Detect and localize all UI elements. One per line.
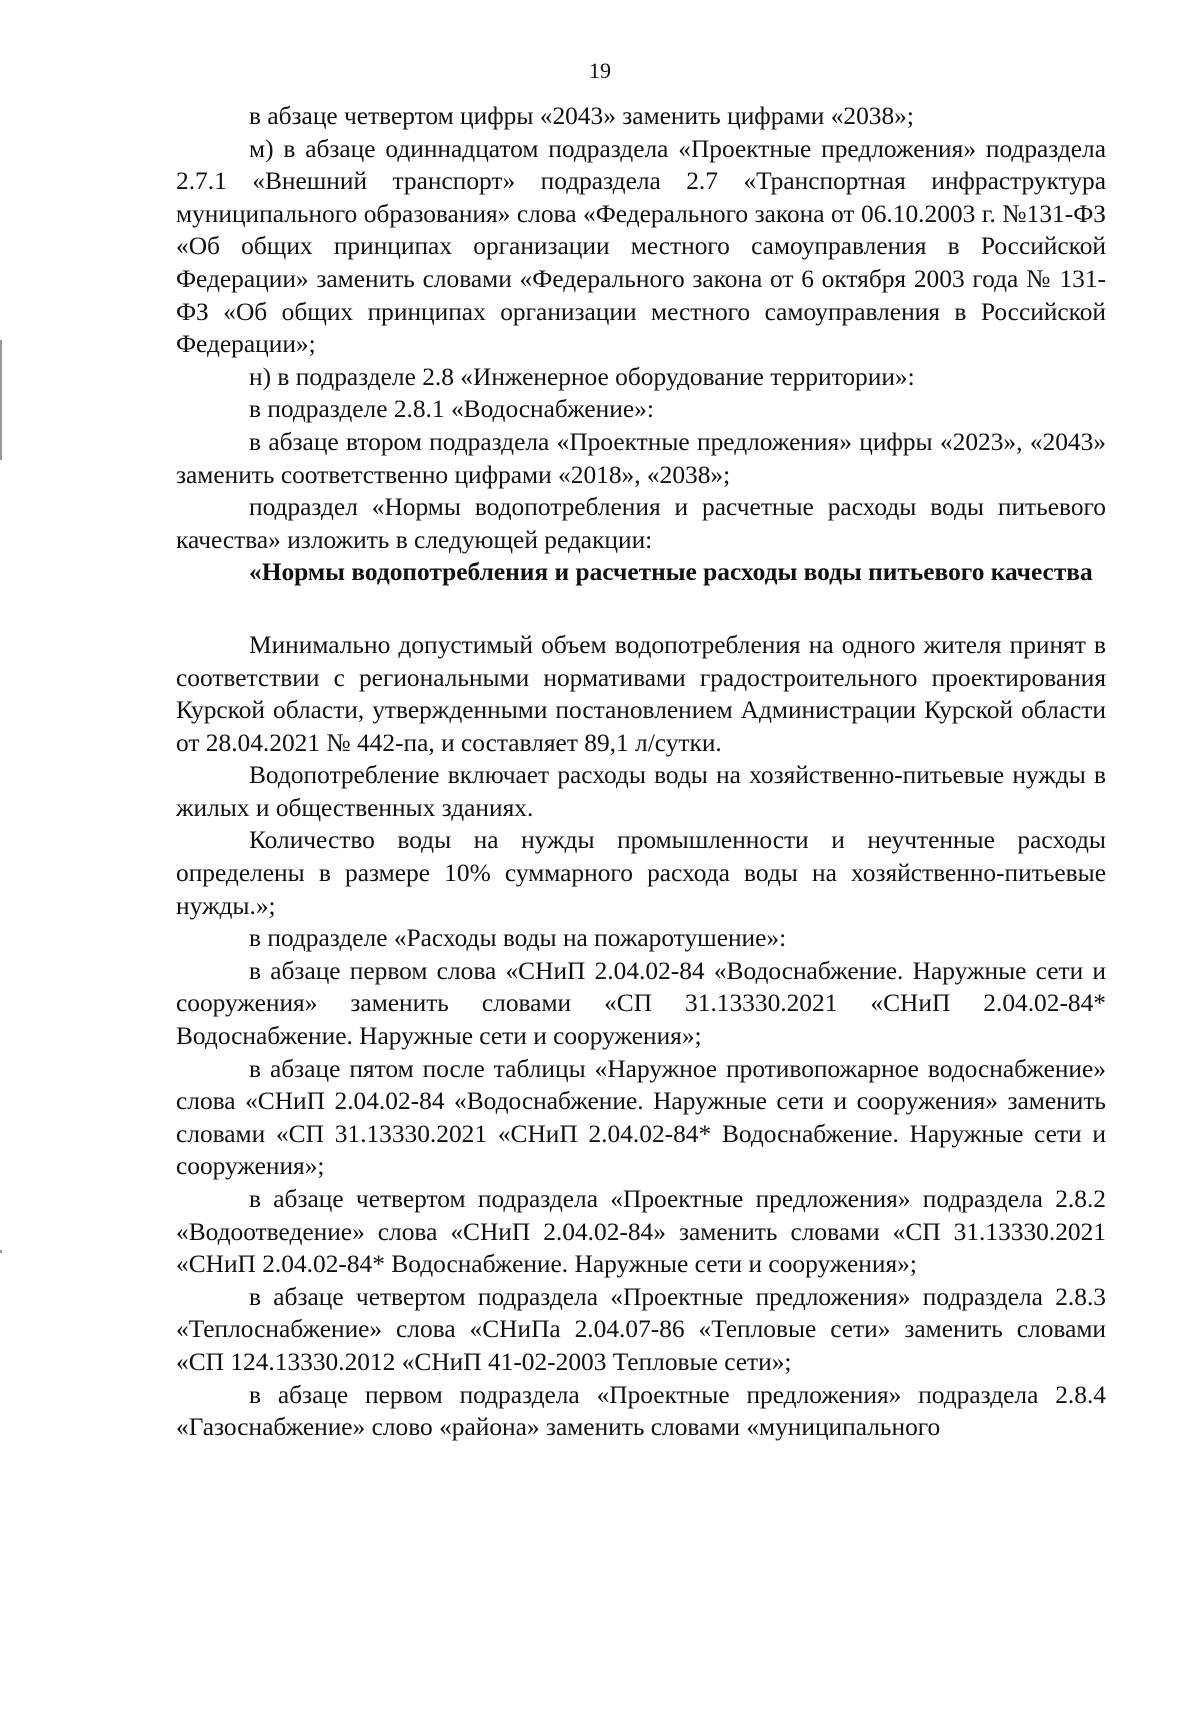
- paragraph: в абзаце втором подраздела «Проектные предложения» цифры «2023», «2043» заменить соответственно цифрами «2018», «2038»;: [176, 427, 1106, 489]
- scan-edge-mark: [0, 1250, 2, 1253]
- scan-edge-mark: [0, 340, 2, 460]
- paragraph: в абзаце четвертом цифры «2043» заменить цифрами «2038»;: [249, 102, 914, 130]
- paragraph: в абзаце первом подраздела «Проектные предложения» подраздела 2.8.4 «Газоснабжение» слово «района» заменить словами «муниципального: [176, 1380, 1106, 1442]
- section-heading: «Нормы водопотребления и расчетные расходы воды питьевого качества: [249, 558, 1093, 587]
- document-body: [176, 100, 1106, 1444]
- paragraph: н) в подразделе 2.8 «Инженерное оборудование территории»:: [249, 362, 915, 391]
- paragraph: в абзаце пятом после таблицы «Наружное противопожарное водоснабжение» слова «СНиП 2.04.02-84 «Водоснабжение. Наружные сети и сооружения» заменить словами «СП 31.13330.2021 «СНиП 2.04.02-84* Водоснабжение. Наружные сети и сооружения»;: [176, 1054, 1106, 1181]
- paragraph: подраздел «Нормы водопотребления и расчетные расходы воды питьевого качества» изложить в следующей редакции:: [176, 493, 1106, 554]
- paragraph: в подразделе «Расходы воды на пожаротушение»:: [249, 924, 787, 953]
- paragraph: м) в абзаце одиннадцатом подраздела «Проектные предложения» подраздела 2.7.1 «Внешний транспорт» подраздела 2.7 «Транспортная инфраструктура муниципального образования» слова «Федерального закона от 06.10.2003 г. №131-ФЗ «Об общих принципах организации местного самоуправления в Российской Федерации» заменить словами «Федерального закона от 6 октября 2003 года № 131-ФЗ «Об общих принципах организации местного самоуправления в Российской Федерации»;: [176, 134, 1106, 359]
- paragraph: в абзаце четвертом подраздела «Проектные предложения» подраздела 2.8.3 «Теплоснабжение» слова «СНиПа 2.04.07-86 «Тепловые сети» заменить словами «СП 124.13330.2012 «СНиП 41-02-2003 Тепловые сети»;: [176, 1282, 1106, 1376]
- paragraph: в абзаце четвертом подраздела «Проектные предложения» подраздела 2.8.2 «Водоотведение» слова «СНиП 2.04.02-84» заменить словами «СП 31.13330.2021 «СНиП 2.04.02-84* Водоснабжение. Наружные сети и сооружения»;: [176, 1185, 1106, 1279]
- paragraph: Минимально допустимый объем водопотребления на одного жителя принят в соответствии с региональными нормативами градостроительного проектирования Курской области, утвержденными постановлением Администрации Курской области от 28.04.2021 № 442-па, и составляет 89,1 л/сутки.: [176, 630, 1106, 757]
- page-number: 19: [589, 58, 611, 83]
- paragraph: в подразделе 2.8.1 «Водоснабжение»:: [249, 395, 654, 424]
- paragraph: Количество воды на нужды промышленности и неучтенные расходы определены в размере 10% суммарного расхода воды на хозяйственно-питьевые нужды.»;: [176, 826, 1106, 920]
- paragraph: в абзаце первом слова «СНиП 2.04.02-84 «Водоснабжение. Наружные сети и сооружения» заменить словами «СП 31.13330.2021 «СНиП 2.04.02-84* Водоснабжение. Наружные сети и сооружения»;: [176, 956, 1106, 1051]
- paragraph: Водопотребление включает расходы воды на хозяйственно-питьевые нужды в жилых и общественных зданиях.: [176, 761, 1106, 822]
